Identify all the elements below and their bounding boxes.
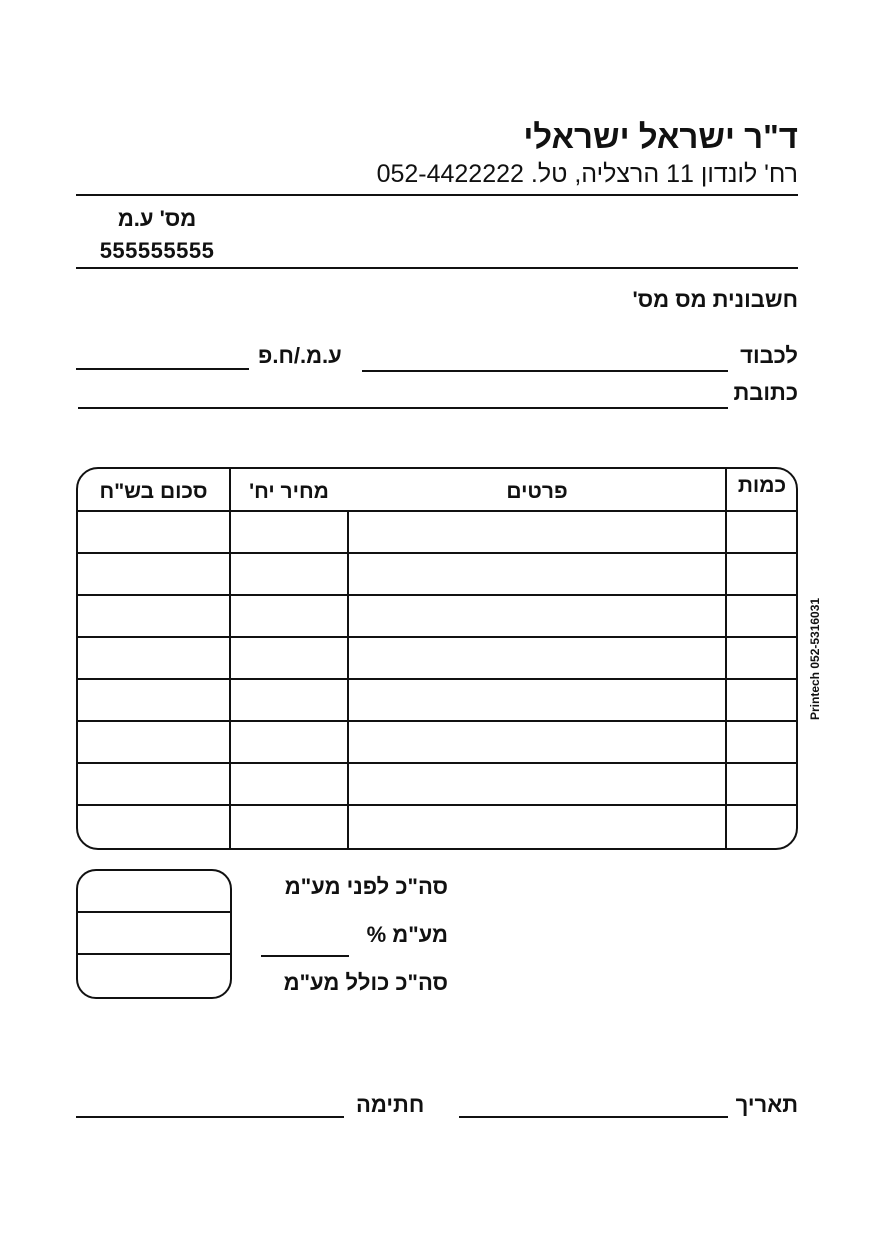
column-header-quantity: כמות [737,474,787,497]
totals-box-divider [77,953,231,955]
table-row-line [77,636,797,638]
signature-field-line[interactable] [76,1116,344,1118]
business-address: רח' לונדון 11 הרצליה, טל. 052-4422222 [376,160,798,188]
vat-number: 555555555 [99,238,215,263]
vat-divider [76,267,798,269]
date-label: תאריך [735,1092,798,1117]
table-row-line [77,804,797,806]
totals-box-divider [77,911,231,913]
to-field-line[interactable] [362,370,728,372]
table-row-line [77,678,797,680]
to-label: לכבוד [740,343,798,368]
document-title: חשבונית מס מס' [632,287,798,312]
totals-box [76,869,232,999]
header-divider [76,194,798,196]
column-header-unit-price: מחיר יח' [249,480,329,503]
vat-label: מס' ע.מ [117,206,197,231]
company-id-label: ע.מ./ח.פ [258,343,342,368]
table-header-line [77,510,797,512]
vat-percent-field-line[interactable] [261,955,349,957]
table-row-line [77,594,797,596]
total-label: סה"כ כולל מע"מ [283,970,448,995]
col-divider-details [725,468,727,849]
printer-credit: Printech 052-5316031 [808,597,822,720]
company-id-field-line[interactable] [76,368,249,370]
table-row-line [77,720,797,722]
business-name: ד"ר ישראל ישראלי [523,118,798,155]
column-header-details: פרטים [506,480,568,503]
table-row-line [77,552,797,554]
col-divider-price [347,511,349,849]
column-header-amount: סכום בש"ח [99,480,208,503]
address-field-line[interactable] [78,407,728,409]
table-row-line [77,762,797,764]
items-table [76,467,798,850]
subtotal-label: סה"כ לפני מע"מ [284,874,448,899]
vat-percent-label: מע"מ % [366,922,448,947]
col-divider-amount [229,468,231,849]
address-label: כתובת [733,380,798,405]
signature-label: חתימה [356,1092,425,1117]
date-field-line[interactable] [459,1116,728,1118]
